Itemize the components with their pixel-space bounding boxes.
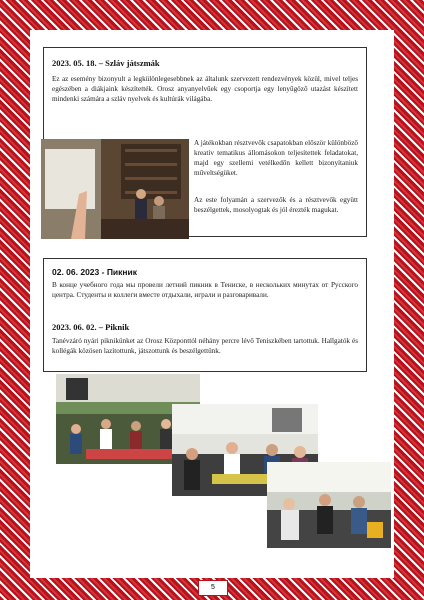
- page-number: 5: [198, 580, 228, 596]
- section-title: 2023. 05. 18. – Szláv játszmák: [52, 58, 160, 68]
- section-paragraph-1: Ez az esemény bizonyult a legkülönlegesebbnek az általunk szervezett rendezvények közül, mivel teljes egészében a diákjaink készítették. Orosz anyanyelvűek egy csoportja egy lenyűgöző utazást készített mindenki számára a szláv nyelvek és kultúrák világába.: [52, 75, 358, 103]
- section-paragraph-3: Az este folyamán a szervezők és a résztvevők együtt beszélgettek, mosolyogtak és jól érezték magukat.: [194, 196, 358, 214]
- picnic-hungarian-text: Tanévzáró nyári piknikünket az Orosz Központtól néhány percre lévő Teniszkében tartottuk. Hallgatók és kollégák közösen lazítottunk, játszottunk és beszélgettünk.: [52, 337, 358, 355]
- slav-games-photo: [41, 139, 189, 239]
- section-paragraph-2: A játékokban résztvevők csapatokban először különböző kreatív tematikus állomásokon teljesítettek feladatokat, majd egy szellemi vetélkedőn kellett bizonyítaniuk műveltségüket.: [194, 139, 358, 177]
- picnic-russian-title: 02. 06. 2023 - Пикник: [52, 267, 138, 277]
- picnic-hungarian-title: 2023. 06. 02. – Piknik: [52, 322, 130, 332]
- picnic-russian-text: В конце учебного года мы провели летний пикник в Тениске, в нескольких минутах от Русского центра. Студенты и коллеги вместе отдыхали, играли и разговаривали.: [52, 281, 358, 299]
- picnic-section: [43, 258, 367, 372]
- picnic-photo-3: [267, 462, 391, 548]
